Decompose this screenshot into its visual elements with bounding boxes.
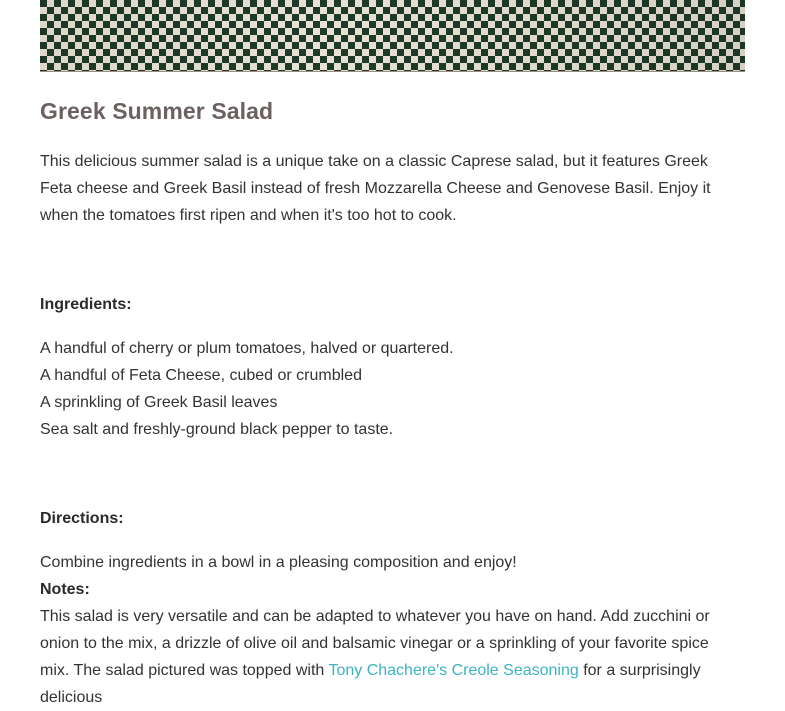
- notes-text-end: for a surprisingly delicious: [40, 662, 701, 706]
- ingredients-heading: Ingredients:: [40, 296, 132, 313]
- directions-text: Combine ingredients in a bowl in a pleasing composition and enjoy!: [40, 554, 517, 571]
- recipe-title: Greek Summer Salad: [40, 98, 274, 124]
- ingredients-list: [40, 335, 740, 443]
- notes-text-start: This salad is very versatile and can be adapted to whatever you have on hand. Add zucchini or onion to the mix, a drizzle of olive oil and balsamic vinegar or a sprinkling of your favorite spice mix. The salad pictured was topped with: [40, 608, 710, 679]
- ingredient-item: A sprinkling of Greek Basil leaves: [40, 394, 278, 411]
- ingredient-item: A handful of Feta Cheese, cubed or crumbled: [40, 367, 362, 384]
- recipe-hero-image: [40, 0, 745, 72]
- creole-seasoning-link[interactable]: Tony Chachere's Creole Seasoning: [328, 662, 579, 679]
- ingredient-item: A handful of cherry or plum tomatoes, halved or quartered.: [40, 340, 454, 357]
- recipe-content: [40, 94, 740, 711]
- ingredient-item: Sea salt and freshly-ground black pepper to taste.: [40, 421, 394, 438]
- directions-heading: Directions:: [40, 510, 124, 527]
- notes-text: [40, 603, 740, 711]
- notes-heading: Notes:: [40, 581, 90, 598]
- recipe-intro: This delicious summer salad is a unique take on a classic Caprese salad, but it features Greek Feta cheese and Greek Basil instead of fresh Mozzarella Cheese and Genovese Basil. Enjoy it when the tomatoes first ripen and when it's too hot to cook.: [40, 153, 711, 224]
